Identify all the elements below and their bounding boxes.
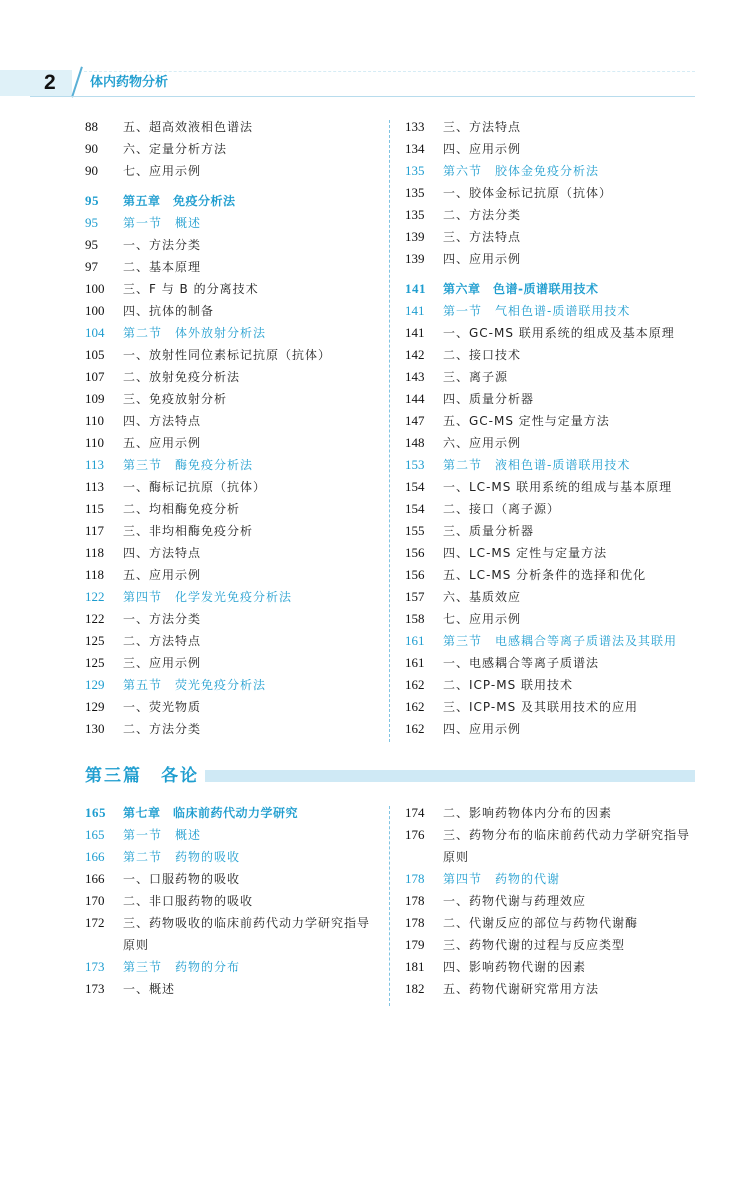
toc-entry-title: 二、基本原理 [123, 260, 202, 274]
toc-entry-title: 二、方法分类 [443, 208, 522, 222]
toc-item-entry[interactable] [85, 300, 385, 322]
toc-item-entry[interactable] [405, 138, 705, 160]
toc-item-entry[interactable] [405, 410, 705, 432]
toc-entry-title: 四、方法特点 [123, 546, 202, 560]
toc-entry-title: 第七章 临床前药代动力学研究 [123, 806, 299, 820]
toc-entry-title: 三、非均相酶免疫分析 [123, 524, 254, 538]
toc-page-number: 161 [405, 633, 425, 648]
toc-page-number: 133 [405, 119, 425, 134]
toc-entry-title: 一、概述 [123, 982, 176, 996]
toc-item-entry[interactable] [85, 542, 385, 564]
toc-section-entry[interactable] [85, 674, 385, 696]
toc-entry-title: 二、接口（离子源） [443, 502, 561, 516]
toc-item-entry[interactable] [405, 674, 705, 696]
toc-entry-title: 二、方法分类 [123, 722, 202, 736]
toc-page-number: 166 [85, 871, 105, 886]
toc-item-entry[interactable] [405, 802, 705, 824]
toc-entry-title: 四、应用示例 [443, 142, 522, 156]
toc-entry-title: 二、非口服药物的吸收 [123, 894, 254, 908]
toc-column-upper-left [85, 116, 385, 740]
toc-entry-title: 四、方法特点 [123, 414, 202, 428]
toc-page-number: 122 [85, 611, 105, 626]
toc-page-number: 161 [405, 655, 425, 670]
toc-page-number: 130 [85, 721, 105, 736]
toc-page-number: 178 [405, 915, 425, 930]
toc-section-entry[interactable] [405, 300, 705, 322]
toc-page-number: 95 [85, 193, 99, 208]
toc-page-number: 165 [85, 805, 106, 820]
toc-item-entry[interactable] [405, 520, 705, 542]
toc-item-entry[interactable] [405, 498, 705, 520]
toc-entry-title: 一、方法分类 [123, 612, 202, 626]
toc-page-number: 110 [85, 435, 105, 450]
toc-entry-title: 一、胶体金标记抗原（抗体） [443, 186, 613, 200]
toc-column-upper-right [405, 116, 705, 740]
toc-entry-title: 四、影响药物代谢的因素 [443, 960, 587, 974]
toc-page-number: 141 [405, 325, 425, 340]
toc-item-entry[interactable] [85, 388, 385, 410]
toc-page-number: 153 [405, 457, 425, 472]
toc-entry-title: 第一节 气相色谱-质谱联用技术 [443, 304, 631, 318]
toc-entry-title: 一、药物代谢与药理效应 [443, 894, 587, 908]
toc-page-number: 118 [85, 567, 105, 582]
toc-item-entry[interactable] [85, 138, 385, 160]
running-title: 体内药物分析 [90, 75, 169, 90]
toc-entry-title: 三、应用示例 [123, 656, 202, 670]
toc-page-number: 156 [405, 545, 425, 560]
toc-entry-title: 四、质量分析器 [443, 392, 535, 406]
toc-page-number: 179 [405, 937, 425, 952]
toc-page-number: 173 [85, 959, 105, 974]
toc-entry-title: 一、荧光物质 [123, 700, 202, 714]
toc-entry-title: 二、接口技术 [443, 348, 522, 362]
toc-item-entry[interactable] [85, 890, 385, 912]
toc-page-number: 97 [85, 259, 98, 274]
toc-entry-title: 一、口服药物的吸收 [123, 872, 241, 886]
toc-entry-title: 六、基质效应 [443, 590, 522, 604]
toc-entry-title: 第六节 胶体金免疫分析法 [443, 164, 600, 178]
toc-item-entry[interactable] [85, 410, 385, 432]
toc-section-entry[interactable] [85, 824, 385, 846]
toc-entry-title: 三、离子源 [443, 370, 509, 384]
toc-page-number: 157 [405, 589, 425, 604]
toc-section-entry[interactable] [405, 868, 705, 890]
toc-entry-title: 第四节 化学发光免疫分析法 [123, 590, 293, 604]
toc-entry-title: 三、方法特点 [443, 230, 522, 244]
toc-entry-title: 第五节 荧光免疫分析法 [123, 678, 267, 692]
toc-item-entry[interactable] [405, 388, 705, 410]
toc-gap [85, 182, 385, 190]
toc-page-number: 125 [85, 655, 105, 670]
toc-page-number: 118 [85, 545, 105, 560]
toc-entry-title: 第六章 色谱-质谱联用技术 [443, 282, 599, 296]
header-accent-bar [0, 70, 72, 96]
toc-item-entry[interactable] [405, 652, 705, 674]
toc-page-number: 142 [405, 347, 425, 362]
toc-section-entry[interactable] [85, 956, 385, 978]
toc-chapter-entry[interactable] [85, 190, 385, 212]
part-title: 第三篇 各论 [85, 766, 199, 786]
toc-item-entry[interactable] [85, 256, 385, 278]
toc-page-number: 90 [85, 141, 98, 156]
toc-entry-title: 二、放射免疫分析法 [123, 370, 241, 384]
toc-section-entry[interactable] [405, 630, 705, 652]
toc-entry-title: 四、应用示例 [443, 252, 522, 266]
toc-entry-title: 三、F 与 B 的分离技术 [123, 282, 259, 296]
toc-entry-title: 三、方法特点 [443, 120, 522, 134]
toc-item-entry[interactable] [405, 912, 705, 934]
toc-entry-title: 四、应用示例 [443, 722, 522, 736]
header-slash [71, 66, 83, 97]
toc-item-entry[interactable] [85, 234, 385, 256]
toc-page-number: 139 [405, 251, 425, 266]
toc-page-number: 135 [405, 185, 425, 200]
toc-entry-title: 二、ICP-MS 联用技术 [443, 678, 574, 692]
toc-page-number: 173 [85, 981, 105, 996]
toc-section-entry[interactable] [85, 212, 385, 234]
toc-page-number: 148 [405, 435, 425, 450]
toc-page-number: 178 [405, 893, 425, 908]
toc-page-number: 115 [85, 501, 105, 516]
toc-entry-title: 第四节 药物的代谢 [443, 872, 561, 886]
toc-item-entry[interactable] [85, 116, 385, 138]
toc-item-entry[interactable] [405, 226, 705, 248]
toc-item-entry[interactable] [85, 608, 385, 630]
toc-entry-title: 四、LC-MS 定性与定量方法 [443, 546, 608, 560]
toc-entry-title: 四、抗体的制备 [123, 304, 215, 318]
toc-page-number: 144 [405, 391, 425, 406]
toc-section-entry[interactable] [85, 586, 385, 608]
toc-section-entry[interactable] [85, 322, 385, 344]
toc-page-number: 141 [405, 281, 426, 296]
toc-item-entry[interactable] [85, 476, 385, 498]
header-top-rule [84, 71, 695, 72]
toc-item-entry[interactable] [85, 912, 385, 956]
toc-item-entry[interactable] [85, 498, 385, 520]
toc-page-number: 139 [405, 229, 425, 244]
toc-item-entry[interactable] [85, 366, 385, 388]
toc-page-number: 100 [85, 281, 105, 296]
toc-item-entry[interactable] [85, 344, 385, 366]
toc-page-number: 154 [405, 501, 425, 516]
toc-page-number: 147 [405, 413, 425, 428]
toc-page-number: 104 [85, 325, 105, 340]
toc-page-number: 129 [85, 677, 105, 692]
toc-entry-title: 七、应用示例 [443, 612, 522, 626]
toc-gap [405, 270, 705, 278]
toc-item-entry[interactable] [85, 520, 385, 542]
toc-item-entry[interactable] [85, 432, 385, 454]
toc-item-entry[interactable] [405, 608, 705, 630]
toc-entry-title: 七、应用示例 [123, 164, 202, 178]
toc-item-entry[interactable] [85, 160, 385, 182]
toc-item-entry[interactable] [85, 564, 385, 586]
toc-page-number: 88 [85, 119, 98, 134]
toc-entry-title: 三、药物分布的临床前药代动力学研究指导原则 [443, 828, 691, 864]
toc-item-entry[interactable] [85, 630, 385, 652]
toc-item-entry[interactable] [405, 116, 705, 138]
toc-page-number: 181 [405, 959, 425, 974]
toc-entry-title: 一、GC-MS 联用系统的组成及基本原理 [443, 326, 675, 340]
toc-item-entry[interactable] [405, 248, 705, 270]
toc-entry-title: 一、LC-MS 联用系统的组成与基本原理 [443, 480, 673, 494]
toc-page-number: 125 [85, 633, 105, 648]
toc-page-number: 135 [405, 163, 425, 178]
toc-item-entry[interactable] [405, 586, 705, 608]
toc-page-number: 95 [85, 215, 98, 230]
toc-page-number: 166 [85, 849, 105, 864]
toc-page-number: 109 [85, 391, 105, 406]
toc-section-entry[interactable] [405, 160, 705, 182]
toc-page-number: 182 [405, 981, 425, 996]
toc-page-number: 134 [405, 141, 425, 156]
toc-item-entry[interactable] [405, 934, 705, 956]
toc-item-entry[interactable] [405, 432, 705, 454]
toc-entry-title: 六、应用示例 [443, 436, 522, 450]
toc-entry-title: 六、定量分析方法 [123, 142, 228, 156]
toc-entry-title: 一、放射性同位素标记抗原（抗体） [123, 348, 332, 362]
toc-entry-title: 第五章 免疫分析法 [123, 194, 236, 208]
page-number: 2 [44, 71, 56, 94]
toc-entry-title: 第一节 概述 [123, 828, 202, 842]
toc-entry-title: 第二节 体外放射分析法 [123, 326, 267, 340]
toc-entry-title: 五、药物代谢研究常用方法 [443, 982, 600, 996]
toc-entry-title: 五、LC-MS 分析条件的选择和优化 [443, 568, 647, 582]
toc-item-entry[interactable] [85, 652, 385, 674]
toc-page-number: 162 [405, 677, 425, 692]
toc-entry-title: 五、应用示例 [123, 436, 202, 450]
toc-entry-title: 三、免疫放射分析 [123, 392, 228, 406]
toc-item-entry[interactable] [405, 204, 705, 226]
toc-item-entry[interactable] [405, 956, 705, 978]
toc-page-number: 158 [405, 611, 425, 626]
toc-entry-title: 二、均相酶免疫分析 [123, 502, 241, 516]
toc-entry-title: 三、药物吸收的临床前药代动力学研究指导原则 [123, 916, 371, 952]
toc-chapter-entry[interactable] [405, 278, 705, 300]
toc-entry-title: 一、方法分类 [123, 238, 202, 252]
toc-item-entry[interactable] [405, 542, 705, 564]
toc-page-number: 141 [405, 303, 425, 318]
toc-item-entry[interactable] [405, 366, 705, 388]
toc-entry-title: 第三节 电感耦合等离子质谱法及其联用 [443, 634, 678, 648]
toc-entry-title: 二、代谢反应的部位与药物代谢酶 [443, 916, 639, 930]
toc-entry-title: 第三节 药物的分布 [123, 960, 241, 974]
toc-entry-title: 三、质量分析器 [443, 524, 535, 538]
toc-item-entry[interactable] [405, 182, 705, 204]
toc-page-number: 135 [405, 207, 425, 222]
toc-page-number: 90 [85, 163, 98, 178]
toc-item-entry[interactable] [405, 564, 705, 586]
toc-page-number: 176 [405, 827, 425, 842]
column-divider-upper [389, 120, 390, 742]
toc-column-lower-right [405, 802, 705, 1000]
toc-page-number: 172 [85, 915, 105, 930]
column-divider-lower [389, 806, 390, 1006]
toc-entry-title: 第三节 酶免疫分析法 [123, 458, 254, 472]
toc-page-number: 110 [85, 413, 105, 428]
toc-page-number: 100 [85, 303, 105, 318]
toc-page-number: 162 [405, 699, 425, 714]
toc-entry-title: 第一节 概述 [123, 216, 202, 230]
toc-page-number: 156 [405, 567, 425, 582]
toc-entry-title: 第二节 液相色谱-质谱联用技术 [443, 458, 631, 472]
toc-section-entry[interactable] [405, 454, 705, 476]
toc-item-entry[interactable] [405, 696, 705, 718]
toc-section-entry[interactable] [85, 846, 385, 868]
toc-item-entry[interactable] [85, 278, 385, 300]
toc-page-number: 143 [405, 369, 425, 384]
toc-item-entry[interactable] [85, 868, 385, 890]
toc-item-entry[interactable] [85, 978, 385, 1000]
toc-entry-title: 第二节 药物的吸收 [123, 850, 241, 864]
toc-column-lower-left [85, 802, 385, 1000]
toc-page-number: 122 [85, 589, 105, 604]
toc-entry-title: 五、GC-MS 定性与定量方法 [443, 414, 610, 428]
toc-page-number: 129 [85, 699, 105, 714]
toc-entry-title: 一、电感耦合等离子质谱法 [443, 656, 600, 670]
toc-page-number: 113 [85, 479, 105, 494]
toc-entry-title: 二、方法特点 [123, 634, 202, 648]
toc-page-number: 174 [405, 805, 425, 820]
toc-page-number: 165 [85, 827, 105, 842]
toc-item-entry[interactable] [405, 978, 705, 1000]
toc-item-entry[interactable] [405, 890, 705, 912]
toc-item-entry[interactable] [405, 344, 705, 366]
toc-entry-title: 五、应用示例 [123, 568, 202, 582]
toc-item-entry[interactable] [85, 696, 385, 718]
toc-section-entry[interactable] [85, 454, 385, 476]
toc-page-number: 95 [85, 237, 98, 252]
toc-item-entry[interactable] [405, 824, 705, 868]
header-rule [30, 96, 695, 97]
toc-page-number: 107 [85, 369, 105, 384]
toc-item-entry[interactable] [405, 476, 705, 498]
toc-page-number: 178 [405, 871, 425, 886]
part-title-bar [205, 770, 695, 782]
toc-item-entry[interactable] [85, 718, 385, 740]
toc-chapter-entry[interactable] [85, 802, 385, 824]
toc-page-number: 154 [405, 479, 425, 494]
toc-page-number: 105 [85, 347, 105, 362]
toc-page-number: 162 [405, 721, 425, 736]
toc-item-entry[interactable] [405, 718, 705, 740]
toc-entry-title: 一、酶标记抗原（抗体） [123, 480, 267, 494]
toc-entry-title: 二、影响药物体内分布的因素 [443, 806, 613, 820]
toc-item-entry[interactable] [405, 322, 705, 344]
toc-entry-title: 三、ICP-MS 及其联用技术的应用 [443, 700, 639, 714]
toc-page-number: 113 [85, 457, 105, 472]
toc-entry-title: 五、超高效液相色谱法 [123, 120, 254, 134]
toc-page-number: 170 [85, 893, 105, 908]
toc-page-number: 155 [405, 523, 425, 538]
toc-entry-title: 三、药物代谢的过程与反应类型 [443, 938, 626, 952]
toc-page-number: 117 [85, 523, 105, 538]
